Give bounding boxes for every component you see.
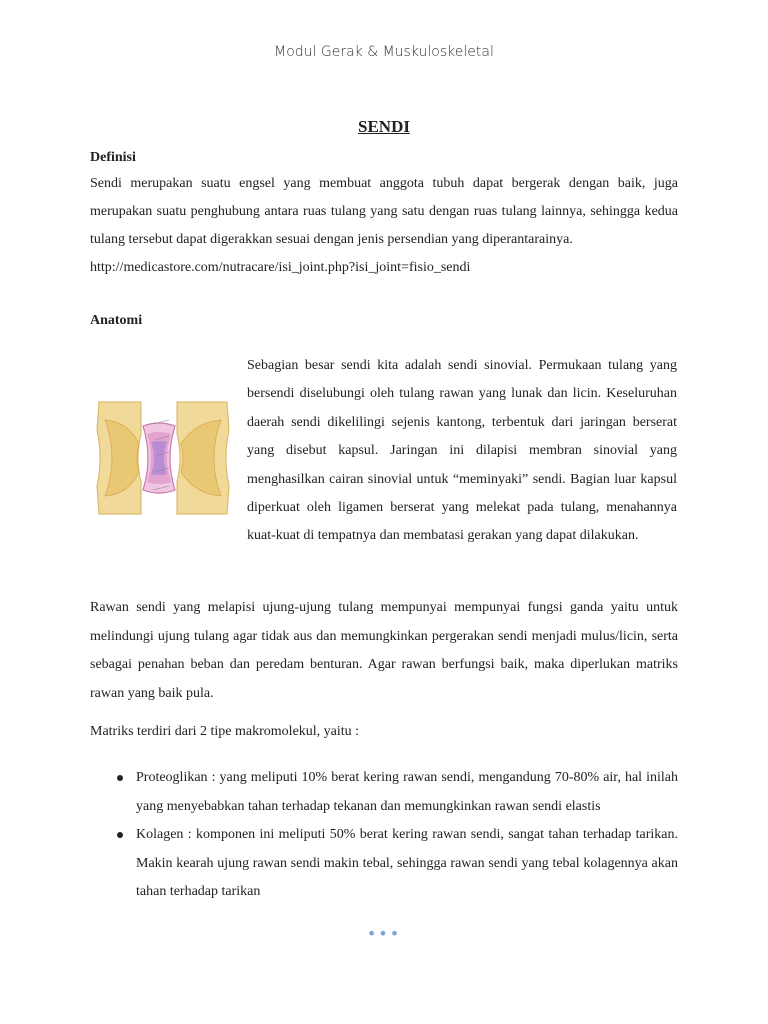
rawan-text: Rawan sendi yang melapisi ujung-ujung tulang mempunyai mempunyai fungsi ganda yaitu untuk melindungi ujung tulang agar tidak aus dan memungkinkan pergerakan sendi menjadi mulus/licin, serta sebagai penahan beban dan peredam benturan. Agar rawan berfungsi baik, maka diperlukan matriks rawan yang baik pula. [90, 600, 678, 701]
matriks-intro: Matriks terdiri dari 2 tipe makromolekul, yaitu : [90, 724, 360, 739]
definisi-heading: Definisi [90, 150, 136, 165]
more-dots-icon[interactable]: ••• [366, 924, 402, 943]
source-url[interactable]: http://medicastore.com/nutracare/isi_joint.php?isi_joint=fisio_sendi [90, 260, 471, 275]
page-header: Modul Gerak & Muskuloskeletal [274, 44, 494, 60]
joint-diagram-icon [95, 400, 231, 516]
definisi-section [90, 150, 678, 282]
rawan-section [90, 594, 678, 708]
matriks-section [90, 718, 678, 746]
list-item: Kolagen : komponen ini meliputi 50% berat kering rawan sendi, sangat tahan terhadap tarikan. Makin kearah ujung rawan sendi makin tebal, sehingga rawan sendi yang tebal kolagennya akan tahan terhadap tarikan [90, 821, 678, 907]
synovial-joint-illustration [95, 400, 231, 516]
page-title: SENDI [358, 117, 410, 136]
list-item: Proteoglikan : yang meliputi 10% berat kering rawan sendi, mengandung 70-80% air, hal inilah yang menyebabkan tahan terhadap tekanan dan memungkinkan rawan sendi elastis [90, 764, 678, 821]
matriks-list [90, 764, 678, 907]
anatomi-heading: Anatomi [90, 313, 143, 328]
definisi-text: Sendi merupakan suatu engsel yang membuat anggota tubuh dapat bergerak dengan baik, juga merupakan suatu penghubung antara ruas tulang yang satu dengan ruas tulang lainnya, sehingga kedua tulang tersebut dapat digerakkan sesuai dengan jenis persendian yang diperantarainya. [90, 176, 678, 247]
anatomi-heading-wrap [90, 313, 678, 329]
anatomi-text: Sebagian besar sendi kita adalah sendi sinovial. Permukaan tulang yang bersendi diselubungi oleh tulang rawan yang lunak dan licin. Keseluruhan daerah sendi dikelilingi sejenis kantong, terbentuk dari jaringan berserat yang disebut kapsul. Jaringan ini dilapisi membran sinovial yang menghasilkan cairan sinovial untuk “meminyaki” sendi. Bagian luar kapsul diperkuat oleh ligamen berserat yang melekat pada tulang, menahannya kuat-kuat di tempatnya dan membatasi gerakan yang dapat dilakukan. [247, 358, 677, 544]
